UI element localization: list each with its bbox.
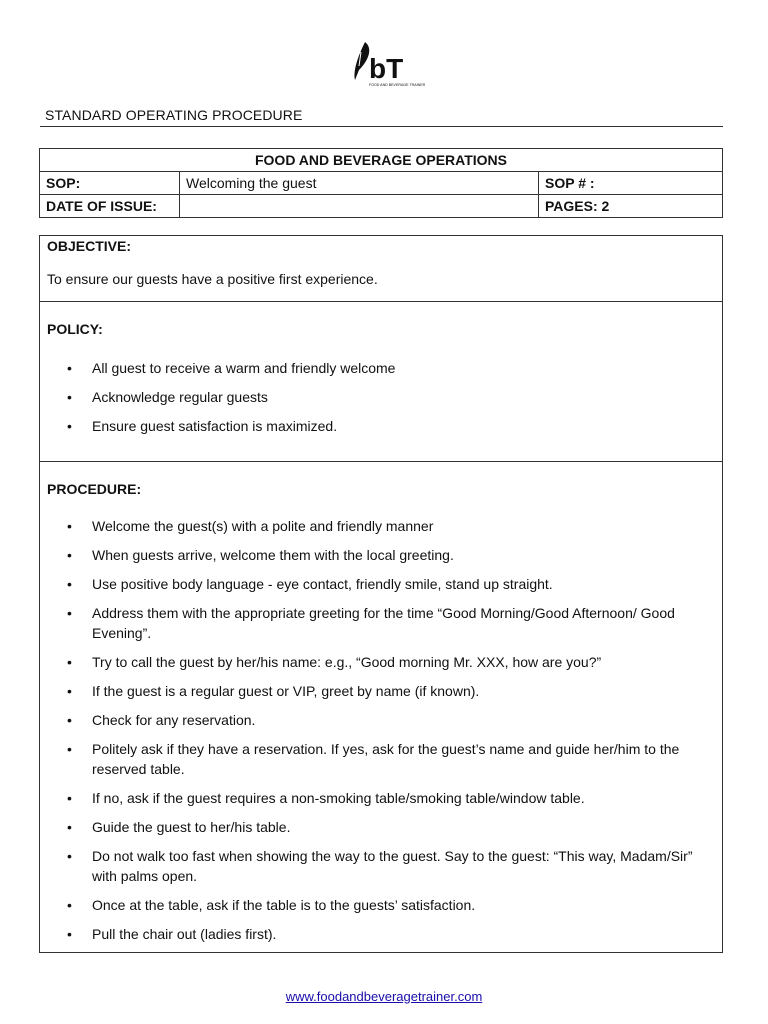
bullet-icon: • [67,547,72,563]
list-item: • Welcome the guest(s) with a polite and friendly manner [67,518,434,534]
bullet-icon: • [67,741,72,757]
bullet-icon: • [67,654,72,670]
list-item: • Pull the chair out (ladies first). [67,926,277,942]
procedure-heading: PROCEDURE: [47,481,142,497]
bullet-icon: • [67,576,72,592]
list-item: • Ensure guest satisfaction is maximized. [67,418,338,434]
policy-section [39,301,723,462]
objective-heading: OBJECTIVE: [47,238,132,254]
list-item: • All guest to receive a warm and friendly welcome [67,360,396,376]
department-title: FOOD AND BEVERAGE OPERATIONS [40,149,723,172]
list-item: • Do not walk too fast when showing the way to the guest. Say to the guest: “This way, Madam/Sir” with palms open. [67,848,693,884]
policy-list [40,358,714,436]
feather-logo-icon [347,38,426,88]
objective-section [39,235,723,302]
list-item: • Address them with the appropriate greeting for the time “Good Morning/Good Afternoon/ Good Evening”. [67,605,675,641]
bullet-icon: • [67,848,72,864]
bullet-icon: • [67,418,72,434]
sop-label: SOP: [40,172,180,195]
list-item: • Use positive body language - eye contact, friendly smile, stand up straight. [67,576,553,592]
objective-text: To ensure our guests have a positive first experience. [47,271,378,287]
document-type-heading: STANDARD OPERATING PROCEDURE [45,107,303,123]
list-item: • Politely ask if they have a reservation. If yes, ask for the guest’s name and guide her/him to the reserved table. [67,741,680,777]
bullet-icon: • [67,819,72,835]
procedure-section [39,461,723,953]
footer [0,989,768,1004]
bullet-icon: • [67,605,72,621]
company-logo [347,38,426,88]
bullet-icon: • [67,897,72,913]
logo-text: bT [369,53,404,84]
bullet-icon: • [67,683,72,699]
list-item: • Try to call the guest by her/his name: e.g., “Good morning Mr. XXX, how are you?” [67,654,602,670]
list-item: • Check for any reservation. [67,712,256,728]
list-item: • If no, ask if the guest requires a non-smoking table/smoking table/window table. [67,790,585,806]
list-item: • Guide the guest to her/his table. [67,819,291,835]
bullet-icon: • [67,712,72,728]
bullet-icon: • [67,389,72,405]
list-item: • If the guest is a regular guest or VIP, greet by name (if known). [67,683,480,699]
bullet-icon: • [67,518,72,534]
website-link[interactable]: www.foodandbeveragetrainer.com [285,989,483,1004]
bullet-icon: • [67,790,72,806]
bullet-icon: • [67,360,72,376]
heading-divider [40,126,723,127]
sop-info-table [39,148,723,218]
pages-label: PAGES: 2 [539,195,723,218]
list-item: • Acknowledge regular guests [67,389,268,405]
date-of-issue-label: DATE OF ISSUE: [40,195,180,218]
policy-heading: POLICY: [47,321,103,337]
procedure-list [40,516,714,944]
list-item: • When guests arrive, welcome them with the local greeting. [67,547,454,563]
date-of-issue-value [180,195,539,218]
sop-name: Welcoming the guest [180,172,539,195]
sop-number-label: SOP # : [539,172,723,195]
list-item: • Once at the table, ask if the table is to the guests’ satisfaction. [67,897,476,913]
logo-subtext: FOOD AND BEVERAGE TRAINER [369,83,426,87]
bullet-icon: • [67,926,72,942]
